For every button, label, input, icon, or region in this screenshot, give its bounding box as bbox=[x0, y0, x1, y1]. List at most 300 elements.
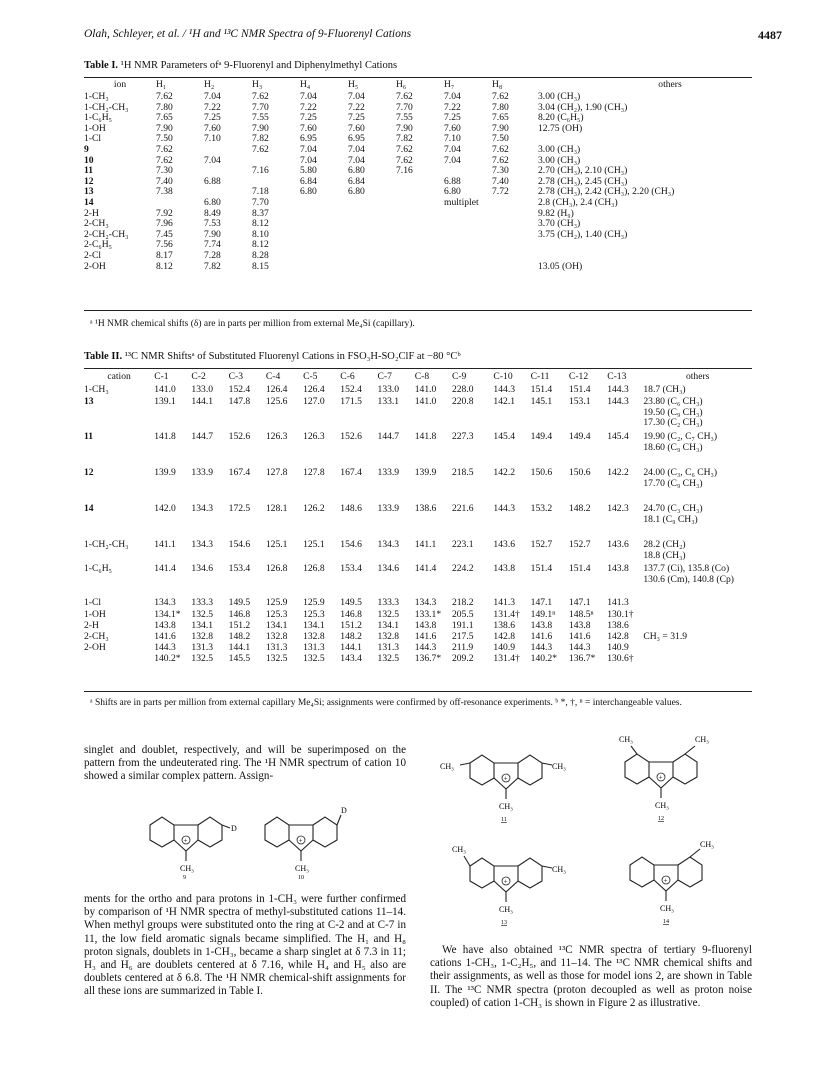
table1-col-header: H₁ bbox=[156, 79, 167, 90]
table-cell: 141.0 bbox=[414, 396, 437, 407]
table-cell: 138.6 bbox=[493, 620, 516, 631]
table-cell: 8.20 (C₆H₅) bbox=[538, 112, 584, 124]
table-cell: 136.7* bbox=[414, 653, 442, 664]
table-cell: 7.53 bbox=[204, 218, 221, 230]
table-cell: 7.04 bbox=[204, 154, 221, 166]
table-row bbox=[84, 145, 802, 156]
table2-col-header: others bbox=[685, 371, 710, 382]
table-cell: 7.62 bbox=[252, 143, 269, 155]
table-cell: 7.70 bbox=[396, 101, 413, 113]
right-ch3-label: CH₃ bbox=[552, 865, 566, 874]
table-cell: 132.8 bbox=[265, 631, 288, 642]
table-cell: 141.1 bbox=[154, 539, 176, 550]
table-cell: 8.17 bbox=[156, 249, 173, 261]
table-cell: 24.00 (C₃, C₆ CH₃) 17.70 (C₉ CH₃) bbox=[643, 467, 718, 489]
table-row bbox=[84, 654, 752, 665]
table-cell: 143.8 bbox=[154, 620, 176, 631]
table-row bbox=[84, 187, 802, 198]
table-cell: 125.9 bbox=[303, 597, 325, 608]
table-cell: 140.2* bbox=[154, 653, 181, 664]
table-cell: 132.5 bbox=[191, 653, 214, 664]
table-cell: 151.4 bbox=[568, 384, 591, 395]
table-cell: 3.75 (CH₂), 1.40 (CH₃) bbox=[538, 228, 628, 240]
table-cell: 14 bbox=[84, 196, 94, 208]
table-row bbox=[84, 504, 752, 540]
table-cell bbox=[84, 654, 154, 665]
table-cell bbox=[300, 262, 348, 273]
table-cell: 167.4 bbox=[228, 467, 251, 478]
table-cell bbox=[300, 230, 348, 241]
table-cell: 7.10 bbox=[204, 133, 221, 145]
table-cell bbox=[492, 219, 538, 230]
table-cell: 131.3 bbox=[191, 642, 214, 653]
table-cell: 1-CH₃ bbox=[84, 91, 109, 102]
table-cell: 7.65 bbox=[492, 112, 509, 124]
table-cell: 7.62 bbox=[252, 91, 269, 102]
table-cell: 128.1 bbox=[265, 503, 288, 514]
table-cell: 7.82 bbox=[204, 260, 221, 272]
table-cell: 125.6 bbox=[265, 396, 288, 407]
table-row bbox=[84, 124, 802, 135]
table-cell: 3.70 (CH₃) bbox=[538, 218, 581, 230]
structure-number: 12 bbox=[658, 816, 664, 822]
table-cell: 2-CH₂-CH₃ bbox=[84, 228, 129, 240]
table-cell: 142.8 bbox=[493, 631, 516, 642]
table1-caption bbox=[84, 60, 397, 71]
table-cell: 125.3 bbox=[265, 609, 288, 620]
table-cell: 134.3 bbox=[191, 539, 214, 550]
table-cell: 2.70 (CH₃), 2.10 (CH₃) bbox=[538, 165, 628, 177]
table-cell: 18.7 (CH₃) bbox=[643, 384, 686, 395]
ch3-label: CH₃ bbox=[180, 864, 194, 873]
table2-col-header: C-11 bbox=[530, 371, 550, 382]
table-cell: 150.6 bbox=[568, 467, 591, 478]
structure-number: 10 bbox=[298, 875, 304, 880]
table-cell: 144.3 bbox=[493, 384, 516, 395]
structure-number: 13 bbox=[501, 920, 507, 926]
table-cell: 133.1 bbox=[377, 396, 400, 407]
structure-number: 9 bbox=[183, 875, 186, 880]
table-cell: 133.3 bbox=[191, 597, 214, 608]
body-paragraph-left-bottom: ments for the ortho and para protons in 1-CH₃ were further confirmed by comparison of ¹H NMR spectra of methyl-substituted cations 11–14. When methyl groups were substituted onto the ring at C-2 and at C-7 in 11, the low field aromatic signals became simplified. The H₁ and H₈ proton signals, doublets in 1-CH₃, became a sharp singlet at δ 7.3 in 11; H₃ and H₆ are doublets centered at δ 7.16, while H₄ and H₅ also are doublets centered at δ 6.8. The ¹H NMR chemical-shift assignments for all these ions are summarized in Table I. bbox=[84, 893, 406, 998]
table-cell: 143.8 bbox=[568, 620, 591, 631]
table1-col-header: ion bbox=[113, 79, 127, 90]
table-cell: 132.8 bbox=[191, 631, 214, 642]
table-cell: 8.12 bbox=[252, 239, 269, 251]
table-cell bbox=[444, 262, 492, 273]
table-cell: 141.4 bbox=[154, 563, 176, 574]
table1-col-header: H₃ bbox=[252, 79, 263, 90]
table-cell: 125.3 bbox=[303, 609, 325, 620]
table-row bbox=[84, 397, 752, 432]
table-cell: 6.84 bbox=[348, 175, 365, 187]
table-cell bbox=[396, 177, 444, 188]
table-cell: 7.74 bbox=[204, 239, 221, 251]
table-cell bbox=[538, 251, 802, 262]
table-cell bbox=[643, 643, 752, 654]
table-cell: 221.6 bbox=[451, 503, 474, 514]
table-cell: 28.2 (CH₂) 18.8 (CH₃) bbox=[643, 539, 686, 561]
table-cell: 2-H bbox=[84, 207, 99, 219]
table-cell: 139.9 bbox=[154, 467, 176, 478]
table-cell: 7.60 bbox=[444, 122, 461, 134]
table-cell: 2-C₆H₅ bbox=[84, 239, 113, 251]
table-cell bbox=[444, 219, 492, 230]
table-cell: 7.28 bbox=[204, 249, 221, 261]
table-cell: 132.8 bbox=[303, 631, 325, 642]
table-cell: 7.30 bbox=[156, 165, 173, 177]
table-cell: 141.3 bbox=[607, 597, 629, 608]
table1 bbox=[84, 80, 802, 272]
table-cell: 6.84 bbox=[300, 175, 317, 187]
table-cell bbox=[444, 209, 492, 220]
table-cell: 7.80 bbox=[492, 101, 509, 113]
table-cell: 144.3 bbox=[493, 503, 516, 514]
table-cell: 141.6 bbox=[414, 631, 437, 642]
table-cell: 133.3 bbox=[377, 597, 400, 608]
table-cell: 218.2 bbox=[451, 597, 474, 608]
table-cell: 8.12 bbox=[156, 260, 173, 272]
table-cell: 7.16 bbox=[252, 165, 269, 177]
table2 bbox=[84, 372, 752, 665]
table2-col-header: C-3 bbox=[228, 371, 244, 382]
table-cell: 149.1ⁿ bbox=[530, 609, 556, 620]
table-row bbox=[84, 103, 802, 114]
table-cell: 133.0 bbox=[377, 384, 400, 395]
table-cell: 134.6 bbox=[377, 563, 400, 574]
table-cell: 141.0 bbox=[414, 384, 437, 395]
deuterium-label: D bbox=[231, 824, 237, 833]
table-cell: 7.90 bbox=[204, 228, 221, 240]
table-cell: 13.05 (OH) bbox=[538, 260, 583, 272]
table-cell: 153.1 bbox=[568, 396, 591, 407]
structure-number: 14 bbox=[663, 919, 669, 925]
table-cell: 2-CH₃ bbox=[84, 631, 109, 642]
table-row bbox=[84, 468, 752, 504]
table-cell: 7.62 bbox=[156, 143, 173, 155]
ch3-label: CH₃ bbox=[499, 802, 513, 811]
table-cell: 1-CH₂-CH₃ bbox=[84, 101, 129, 113]
table-cell bbox=[396, 187, 444, 198]
table-cell: 152.6 bbox=[228, 431, 251, 442]
structure-14 bbox=[620, 835, 740, 935]
ch3-label: CH₃ bbox=[655, 801, 669, 810]
table-cell: 2-H bbox=[84, 620, 99, 631]
table-cell: 134.1 bbox=[191, 620, 214, 631]
table-cell: 218.5 bbox=[451, 467, 474, 478]
table2-caption bbox=[84, 351, 461, 362]
table-cell: 144.3 bbox=[154, 642, 176, 653]
table-cell: 7.62 bbox=[492, 154, 509, 166]
table-cell: 12 bbox=[84, 175, 94, 187]
table-cell: 131.3 bbox=[265, 642, 288, 653]
table-cell: 134.1* bbox=[154, 609, 181, 620]
table-cell: 11 bbox=[84, 165, 94, 177]
table-cell: 7.55 bbox=[252, 112, 269, 124]
table-cell: 143.4 bbox=[340, 653, 362, 664]
table-cell bbox=[492, 230, 538, 241]
table-cell: 125.1 bbox=[303, 539, 325, 550]
page-number: 4487 bbox=[758, 28, 782, 42]
table-cell bbox=[348, 219, 396, 230]
table-cell: 7.22 bbox=[348, 101, 365, 113]
structure-number: 11 bbox=[501, 817, 507, 823]
table-row bbox=[84, 198, 802, 209]
table-cell: 224.2 bbox=[451, 563, 474, 574]
table-cell: 144.3 bbox=[568, 642, 591, 653]
table-cell: 145.4 bbox=[607, 431, 629, 442]
table2-col-header: C-9 bbox=[451, 371, 467, 382]
table-cell bbox=[492, 209, 538, 220]
table-cell: 12.75 (OH) bbox=[538, 122, 583, 134]
table-cell: 7.18 bbox=[252, 186, 269, 198]
table-cell: 7.40 bbox=[492, 175, 509, 187]
table-cell: 149.5 bbox=[340, 597, 362, 608]
table-cell: 6.80 bbox=[300, 186, 317, 198]
table-cell: 132.5 bbox=[191, 609, 214, 620]
table2-col-header: C-1 bbox=[154, 371, 169, 382]
table-cell: 6.80 bbox=[348, 165, 365, 177]
table-cell: 227.3 bbox=[451, 431, 474, 442]
table-cell: 171.5 bbox=[340, 396, 362, 407]
table-cell: 19.90 (C₂, C₇ CH₃) 18.60 (C₉ CH₃) bbox=[643, 431, 718, 453]
table2-col-header: C-12 bbox=[568, 371, 589, 382]
table-cell: 2-OH bbox=[84, 642, 106, 653]
table-cell: 136.7* bbox=[568, 653, 596, 664]
table-cell: 7.04 bbox=[300, 143, 317, 155]
table-cell bbox=[643, 654, 752, 665]
table-row bbox=[84, 92, 802, 103]
table-cell: 148.6 bbox=[340, 503, 362, 514]
table-cell: 7.62 bbox=[396, 154, 413, 166]
table-cell: 7.25 bbox=[444, 112, 461, 124]
table-cell: 145.1 bbox=[530, 396, 553, 407]
table-cell: 134.1 bbox=[303, 620, 325, 631]
table-cell: 23.80 (C₆ CH₃) 19.50 (C₉ CH₃) 17.30 (C₂ CH₃) bbox=[643, 396, 703, 429]
table-cell: 147.1 bbox=[568, 597, 591, 608]
table-cell: 130.1† bbox=[607, 609, 634, 620]
table-cell: 220.8 bbox=[451, 396, 474, 407]
plus-sign: + bbox=[663, 876, 668, 885]
table-cell: 211.9 bbox=[451, 642, 474, 653]
table-row bbox=[84, 564, 752, 598]
table-cell: 147.8 bbox=[228, 396, 251, 407]
table-cell: 144.3 bbox=[607, 396, 629, 407]
table-cell: 144.3 bbox=[530, 642, 553, 653]
table1-body bbox=[84, 92, 802, 272]
table-cell: 7.22 bbox=[300, 101, 317, 113]
table1-col-header: H₅ bbox=[348, 79, 359, 90]
ch3-label: CH₃ bbox=[660, 904, 674, 913]
ch3-label: CH₃ bbox=[295, 864, 309, 873]
table-cell: 141.8 bbox=[414, 431, 437, 442]
table-cell: 152.4 bbox=[340, 384, 362, 395]
table-cell: 7.40 bbox=[156, 175, 173, 187]
left-ch3-label: CH₃ bbox=[619, 735, 633, 744]
running-header: Olah, Schleyer, et al. / ¹H and ¹³C NMR Spectra of 9-Fluorenyl Cations bbox=[84, 28, 412, 40]
table-cell: 152.7 bbox=[530, 539, 553, 550]
table-cell: 127.0 bbox=[303, 396, 325, 407]
table-cell: 223.1 bbox=[451, 539, 474, 550]
table-cell: 7.55 bbox=[396, 112, 413, 124]
table-cell bbox=[300, 251, 348, 262]
table-cell bbox=[300, 240, 348, 251]
table-cell: 191.1 bbox=[451, 620, 474, 631]
table-cell: 9.82 (H₉) bbox=[538, 207, 574, 219]
table-cell: 7.62 bbox=[492, 143, 509, 155]
table-cell bbox=[300, 198, 348, 209]
table-cell: 2-CH₃ bbox=[84, 218, 109, 230]
structure-12 bbox=[615, 730, 735, 835]
table-cell: 8.15 bbox=[252, 260, 269, 272]
table-cell: 7.62 bbox=[492, 91, 509, 102]
table1-col-header: H₆ bbox=[396, 79, 407, 90]
table-cell: 7.82 bbox=[252, 133, 269, 145]
table-cell: 8.12 bbox=[252, 218, 269, 230]
table-row bbox=[84, 432, 752, 468]
table-cell bbox=[348, 240, 396, 251]
table-cell: 134.1 bbox=[377, 620, 400, 631]
table-cell: 7.04 bbox=[300, 154, 317, 166]
table-cell: 126.3 bbox=[303, 431, 325, 442]
table-cell: 144.1 bbox=[228, 642, 251, 653]
table-cell: 146.8 bbox=[340, 609, 362, 620]
table-cell: 134.3 bbox=[414, 597, 437, 608]
table-cell bbox=[348, 198, 396, 209]
table-cell: 143.6 bbox=[607, 539, 629, 550]
table-cell bbox=[538, 240, 802, 251]
table-cell: 209.2 bbox=[451, 653, 474, 664]
table-cell: 8.49 bbox=[204, 207, 221, 219]
table-cell bbox=[396, 262, 444, 273]
table-cell: 7.30 bbox=[492, 165, 509, 177]
table-row bbox=[84, 240, 802, 251]
table1-label: Table I. bbox=[84, 60, 119, 71]
structure-10 bbox=[255, 775, 365, 880]
body-paragraph-right: We have also obtained ¹³C NMR spectra of tertiary 9-fluorenyl cations 1-CH₃, 1-C₂H₅, and 11–14. The ¹³C NMR chemical shifts and their assignments, as well as those for model ions 2, are shown in Table II. The ¹³C NMR spectra (proton decoupled as well as proton noise coupled) of cation 1-CH₃ is shown in Figure 2 as illustrative. bbox=[430, 944, 752, 1009]
structure-13 bbox=[450, 838, 600, 938]
table-cell: 7.60 bbox=[348, 122, 365, 134]
table-cell: 141.0 bbox=[154, 384, 176, 395]
table-cell: 6.88 bbox=[204, 175, 221, 187]
table-cell: 1-OH bbox=[84, 122, 106, 134]
table-cell: 140.2* bbox=[530, 653, 558, 664]
table-cell: 133.9 bbox=[377, 467, 400, 478]
table-cell: 151.4 bbox=[530, 563, 553, 574]
table-cell: 132.8 bbox=[377, 631, 400, 642]
table-cell: 141.4 bbox=[414, 563, 437, 574]
table-cell bbox=[492, 240, 538, 251]
table-cell: 1-CH₂-CH₃ bbox=[84, 539, 129, 550]
table-cell: 7.82 bbox=[396, 133, 413, 145]
table-cell: 131.3 bbox=[303, 642, 325, 653]
table-cell: 125.1 bbox=[265, 539, 288, 550]
table-cell bbox=[492, 251, 538, 262]
table-cell: 6.80 bbox=[204, 196, 221, 208]
table1-footnote: ᵃ ¹H NMR chemical shifts (δ) are in parts per million from external Me₄Si (capillary). bbox=[90, 319, 415, 329]
table-cell: 24.70 (C₃ CH₃) 18.1 (C₉ CH₃) bbox=[643, 503, 703, 525]
table-cell bbox=[643, 610, 752, 621]
table-cell: 132.5 bbox=[265, 653, 288, 664]
table-cell bbox=[444, 230, 492, 241]
plus-sign: + bbox=[503, 774, 508, 783]
table-cell: 7.62 bbox=[396, 143, 413, 155]
table-cell: 1-C₆H₅ bbox=[84, 112, 113, 124]
table-cell: 133.9 bbox=[191, 467, 214, 478]
table-cell: 7.04 bbox=[300, 91, 317, 102]
table-cell: 7.25 bbox=[348, 112, 365, 124]
table-cell: 7.62 bbox=[156, 154, 173, 166]
plus-sign: + bbox=[503, 877, 508, 886]
table-cell: 13 bbox=[84, 396, 94, 407]
table-cell: 148.2 bbox=[340, 631, 362, 642]
table-cell: 149.4 bbox=[568, 431, 591, 442]
table-cell: 228.0 bbox=[451, 384, 474, 395]
table-cell: 133.1* bbox=[414, 609, 442, 620]
table-cell: 5.80 bbox=[300, 165, 317, 177]
table-cell: 146.8 bbox=[228, 609, 251, 620]
table-cell: 144.1 bbox=[191, 396, 214, 407]
deuterium-label: D bbox=[341, 806, 347, 815]
table-cell: 144.7 bbox=[377, 431, 400, 442]
table-cell bbox=[396, 251, 444, 262]
table-cell: 1-Cl bbox=[84, 133, 102, 145]
table-cell: 132.5 bbox=[303, 653, 325, 664]
table-cell bbox=[300, 209, 348, 220]
table-cell: 152.6 bbox=[340, 431, 362, 442]
table-cell: 7.04 bbox=[444, 154, 461, 166]
table2-col-header: cation bbox=[107, 371, 131, 382]
table-cell: 1-OH bbox=[84, 609, 106, 620]
table-cell: 11 bbox=[84, 431, 94, 442]
table-cell: 7.56 bbox=[156, 239, 173, 251]
table-cell bbox=[396, 209, 444, 220]
table-cell bbox=[348, 230, 396, 241]
table-cell: 139.9 bbox=[414, 467, 437, 478]
table-cell: 7.92 bbox=[156, 207, 173, 219]
right-ch3-label: CH₃ bbox=[552, 762, 566, 771]
table-cell: 133.9 bbox=[377, 503, 400, 514]
table-row bbox=[84, 113, 802, 124]
table1-col-header: H₂ bbox=[204, 79, 215, 90]
table-cell: 127.8 bbox=[303, 467, 325, 478]
table2-col-header: C-13 bbox=[607, 371, 627, 382]
table-cell: 7.70 bbox=[252, 196, 269, 208]
table-row bbox=[84, 166, 802, 177]
table-cell bbox=[444, 240, 492, 251]
table-cell: 6.80 bbox=[348, 186, 365, 198]
table-cell: 134.1 bbox=[265, 620, 288, 631]
table-cell: 125.9 bbox=[265, 597, 288, 608]
table-cell: 6.95 bbox=[348, 133, 365, 145]
table-cell: multiplet bbox=[444, 196, 479, 208]
table2-col-header: C-7 bbox=[377, 371, 392, 382]
table-cell: 3.00 (CH₃) bbox=[538, 154, 581, 166]
table-cell: 142.2 bbox=[607, 467, 629, 478]
table-cell: 144.3 bbox=[414, 642, 437, 653]
table-cell: 7.16 bbox=[396, 165, 413, 177]
table-cell: 138.6 bbox=[414, 503, 437, 514]
table2-title: ¹³C NMR Shiftsᵃ of Substituted Fluorenyl Cations in FSO₃H-SO₂ClF at −80 °Cᵇ bbox=[122, 351, 461, 362]
table-cell bbox=[444, 251, 492, 262]
table-cell: 142.0 bbox=[154, 503, 176, 514]
structure-9 bbox=[140, 795, 250, 880]
table1-col-header: H₈ bbox=[492, 79, 503, 90]
table-cell: 8.37 bbox=[252, 207, 269, 219]
table-row bbox=[84, 262, 802, 273]
table-cell: 12 bbox=[84, 467, 94, 478]
table-cell: 8.10 bbox=[252, 228, 269, 240]
